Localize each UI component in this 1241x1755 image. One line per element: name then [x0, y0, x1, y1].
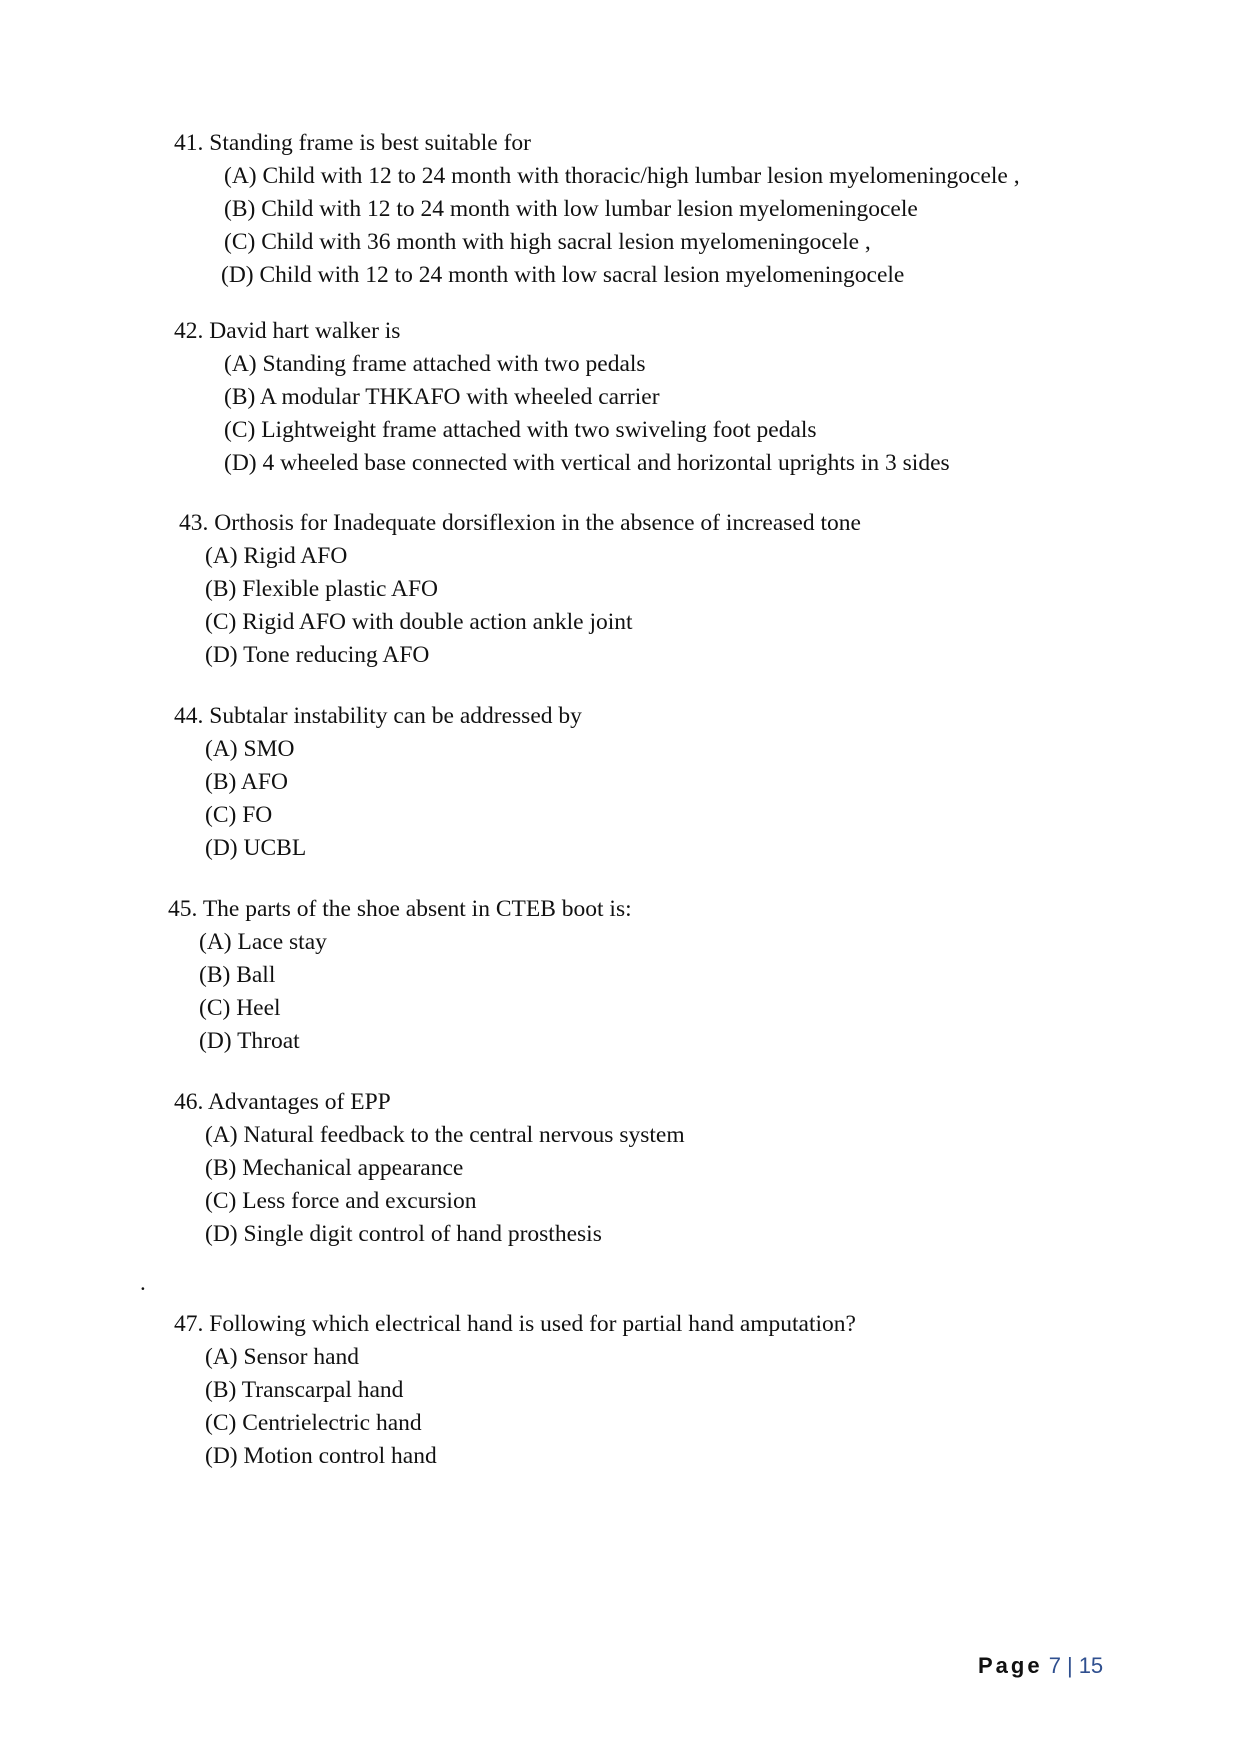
- question-43-stem: 43. Orthosis for Inadequate dorsiflexion in the absence of increased tone: [179, 510, 861, 536]
- question-44-option-a: (A) SMO: [205, 736, 295, 762]
- page-number-separator: |: [1066, 1653, 1073, 1678]
- question-47-stem: 47. Following which electrical hand is used for partial hand amputation?: [174, 1311, 856, 1337]
- question-44-option-d: (D) UCBL: [205, 835, 307, 861]
- page-number-total: 15: [1078, 1653, 1104, 1678]
- question-46-option-d: (D) Single digit control of hand prosthesis: [205, 1221, 602, 1247]
- question-43-option-b: (B) Flexible plastic AFO: [205, 576, 439, 602]
- page-number-current: 7: [1048, 1653, 1061, 1678]
- question-46-option-c: (C) Less force and excursion: [205, 1188, 477, 1214]
- question-45-stem: 45. The parts of the shoe absent in CTEB boot is:: [168, 896, 632, 922]
- question-46-option-a: (A) Natural feedback to the central nervous system: [205, 1122, 685, 1148]
- question-43-option-d: (D) Tone reducing AFO: [205, 642, 430, 668]
- question-44-option-b: (B) AFO: [205, 769, 288, 795]
- question-45-option-b: (B) Ball: [199, 962, 276, 988]
- question-46-stem: 46. Advantages of EPP: [174, 1089, 391, 1115]
- page-label: Page: [978, 1653, 1043, 1678]
- question-47-option-a: (A) Sensor hand: [205, 1344, 360, 1370]
- question-43-option-a: (A) Rigid AFO: [205, 543, 348, 569]
- question-41-option-d: (D) Child with 12 to 24 month with low sacral lesion myelomeningocele: [221, 262, 905, 288]
- question-42-option-b: (B) A modular THKAFO with wheeled carrier: [224, 384, 660, 410]
- question-47-option-b: (B) Transcarpal hand: [205, 1377, 404, 1403]
- stray-mark: .: [140, 1270, 146, 1295]
- question-41-option-a: (A) Child with 12 to 24 month with thoracic/high lumbar lesion myelomeningocele ,: [224, 163, 1020, 189]
- question-41-stem: 41. Standing frame is best suitable for: [174, 130, 531, 156]
- question-42-option-c: (C) Lightweight frame attached with two swiveling foot pedals: [224, 417, 817, 443]
- question-42-option-d: (D) 4 wheeled base connected with vertical and horizontal uprights in 3 sides: [224, 450, 950, 476]
- question-47-option-c: (C) Centrielectric hand: [205, 1410, 422, 1436]
- question-47-option-d: (D) Motion control hand: [205, 1443, 437, 1469]
- question-41-option-b: (B) Child with 12 to 24 month with low lumbar lesion myelomeningocele: [224, 196, 918, 222]
- question-41-option-c: (C) Child with 36 month with high sacral lesion myelomeningocele ,: [224, 229, 871, 255]
- question-44-option-c: (C) FO: [205, 802, 273, 828]
- question-46-option-b: (B) Mechanical appearance: [205, 1155, 464, 1181]
- question-45-option-c: (C) Heel: [199, 995, 281, 1021]
- page-footer: [978, 1651, 1103, 1681]
- question-42-stem: 42. David hart walker is: [174, 318, 401, 344]
- question-43-option-c: (C) Rigid AFO with double action ankle joint: [205, 609, 633, 635]
- question-42-option-a: (A) Standing frame attached with two pedals: [224, 351, 646, 377]
- question-44-stem: 44. Subtalar instability can be addressed by: [174, 703, 582, 729]
- question-45-option-d: (D) Throat: [199, 1028, 300, 1054]
- question-45-option-a: (A) Lace stay: [199, 929, 327, 955]
